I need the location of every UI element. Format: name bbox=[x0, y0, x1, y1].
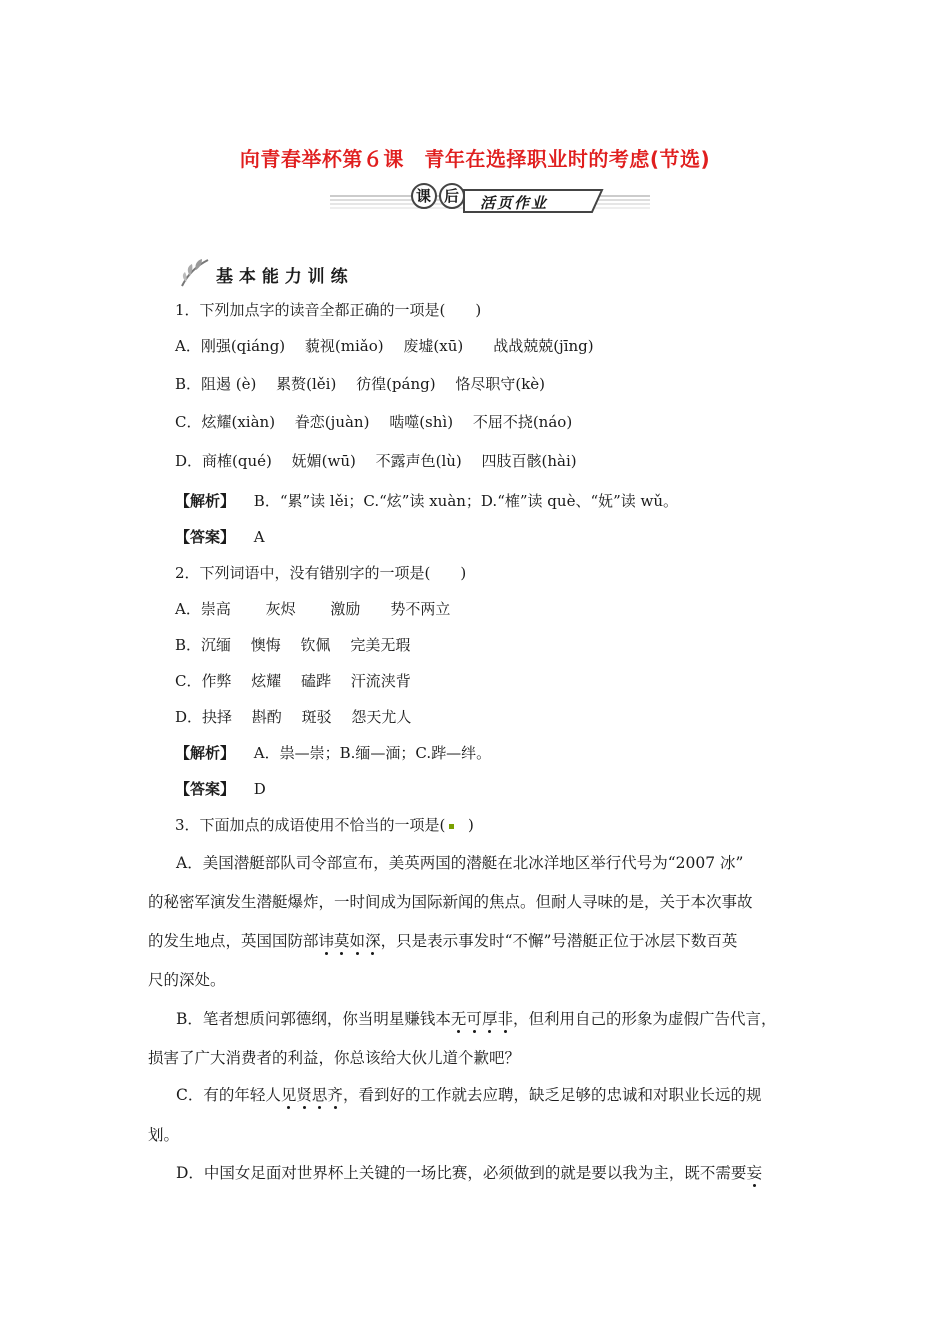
q3-c-line1-pre: C．有的年轻人 bbox=[176, 1086, 281, 1104]
q2-analysis-text: A．祟—崇；B.缅—湎；C.跸—绊。 bbox=[253, 744, 492, 762]
q2-answer-value: D bbox=[253, 780, 266, 798]
q2-option-c: C．作弊 炫耀 磕跸 汗流浃背 bbox=[175, 672, 411, 690]
emphasis-char: 思 bbox=[311, 1086, 328, 1104]
q3-b-idiom bbox=[451, 1010, 513, 1028]
q2-analysis bbox=[175, 743, 491, 763]
q3-option-b-line2: 损害了广大消费者的利益，你总该给大伙儿道个歉吧？ bbox=[148, 1049, 521, 1067]
emphasis-char: 厚 bbox=[481, 1010, 498, 1028]
q1-answer-value: A bbox=[253, 528, 265, 546]
q2-answer bbox=[175, 779, 266, 799]
q3-option-a-line2: 的秘密军演发生潜艇爆炸，一时间成为国际新闻的焦点。但耐人寻味的是，关于本次事故 bbox=[148, 893, 753, 911]
q1-analysis-text: B．“累”读 lěi；C.“炫”读 xuàn；D.“榷”读 què、“妩”读 wǔ。 bbox=[253, 492, 679, 510]
section-heading-text: 基 本 能 力 训 练 bbox=[216, 267, 348, 287]
q3-option-a-line4: 尺的深处。 bbox=[148, 971, 226, 989]
q3-option-c-line2: 划。 bbox=[148, 1126, 180, 1144]
q3-a-line3-pre: 的发生地点，英国国防部 bbox=[148, 932, 319, 950]
q3-option-a-line3 bbox=[148, 931, 818, 951]
page-title: 向青春举杯第６课 青年在选择职业时的考虑(节选) bbox=[239, 147, 711, 171]
q3-option-b-line1 bbox=[176, 1009, 846, 1029]
emphasis-char: 妄 bbox=[746, 1164, 762, 1182]
emphasis-char: 讳 bbox=[318, 932, 335, 950]
q3-stem bbox=[175, 815, 474, 835]
q1-answer bbox=[175, 527, 265, 547]
q2-option-a: A．崇高 灰烬 激励 势不两立 bbox=[175, 600, 451, 618]
emphasis-char: 莫 bbox=[334, 932, 350, 950]
q3-option-c-line1 bbox=[176, 1085, 846, 1105]
emphasis-char: 见 bbox=[280, 1086, 297, 1104]
q2-answer-label: 【答案】 bbox=[175, 780, 236, 798]
q2-stem: 2．下列词语中，没有错别字的一项是( ) bbox=[175, 564, 467, 582]
emphasis-char: 如 bbox=[349, 932, 366, 950]
banner-label: 活页作业 bbox=[480, 194, 549, 212]
q1-answer-label: 【答案】 bbox=[175, 528, 236, 546]
emphasis-char: 非 bbox=[497, 1010, 513, 1028]
q3-b-line1-pre: B．笔者想质问郭德纲，你当明星赚钱本 bbox=[176, 1010, 451, 1028]
homework-banner bbox=[330, 182, 660, 222]
q3-stem-text: 3．下面加点的成语使用不恰当的一项是( bbox=[175, 816, 446, 834]
emphasis-char: 深 bbox=[365, 932, 381, 950]
q1-option-b: B．阻遏 (è) 累赘(lěi) 彷徨(páng) 恪尽职守(kè) bbox=[175, 375, 546, 393]
q1-analysis bbox=[175, 491, 678, 511]
answer-blank-marker bbox=[449, 824, 454, 829]
emphasis-char: 无 bbox=[450, 1010, 467, 1028]
banner-ke: 课 bbox=[416, 187, 432, 205]
q3-option-a-line1: A．美国潜艇部队司令部宣布，美英两国的潜艇在北冰洋地区举行代号为“2007 冰” bbox=[176, 854, 744, 872]
q1-option-c: C．炫耀(xiàn) 眷恋(juàn) 啮噬(shì) 不屈不挠(náo) bbox=[175, 413, 573, 431]
q3-stem-close: ) bbox=[467, 816, 474, 834]
q2-option-d: D．抉择 斟酌 斑驳 怨天尤人 bbox=[175, 708, 412, 726]
emphasis-char: 贤 bbox=[296, 1086, 312, 1104]
q3-d-idiom bbox=[746, 1164, 762, 1182]
q3-option-d-line1 bbox=[176, 1163, 846, 1183]
plant-icon bbox=[178, 256, 212, 288]
banner-hou: 后 bbox=[444, 187, 460, 205]
q1-option-a: A．刚强(qiáng) 藐视(miǎo) 废墟(xū) 战战兢兢(jīng) bbox=[175, 337, 594, 355]
q3-d-line1-pre: D．中国女足面对世界杯上关键的一场比赛，必须做到的就是要以我为主，既不需要 bbox=[176, 1164, 747, 1182]
emphasis-char: 齐 bbox=[327, 1086, 343, 1104]
emphasis-char: 可 bbox=[466, 1010, 482, 1028]
q1-option-d: D．商榷(qué) 妩媚(wū) 不露声色(lù) 四肢百骸(hài) bbox=[175, 452, 577, 470]
q3-a-line3-post: ，只是表示事发时“不懈”号潜艇正位于冰层下数百英 bbox=[380, 932, 738, 950]
q3-c-line1-post: ，看到好的工作就去应聘，缺乏足够的忠诚和对职业长远的规 bbox=[342, 1086, 762, 1104]
q1-analysis-label: 【解析】 bbox=[175, 492, 236, 510]
q3-a-idiom bbox=[319, 932, 381, 950]
q3-b-line1-post: ，但利用自己的形象为虚假广告代言， bbox=[512, 1010, 777, 1028]
q2-option-b: B．沉缅 懊悔 钦佩 完美无瑕 bbox=[175, 636, 411, 654]
q1-stem: 1．下列加点字的读音全都正确的一项是( ) bbox=[175, 301, 482, 319]
q3-c-idiom bbox=[281, 1086, 343, 1104]
q2-analysis-label: 【解析】 bbox=[175, 744, 236, 762]
